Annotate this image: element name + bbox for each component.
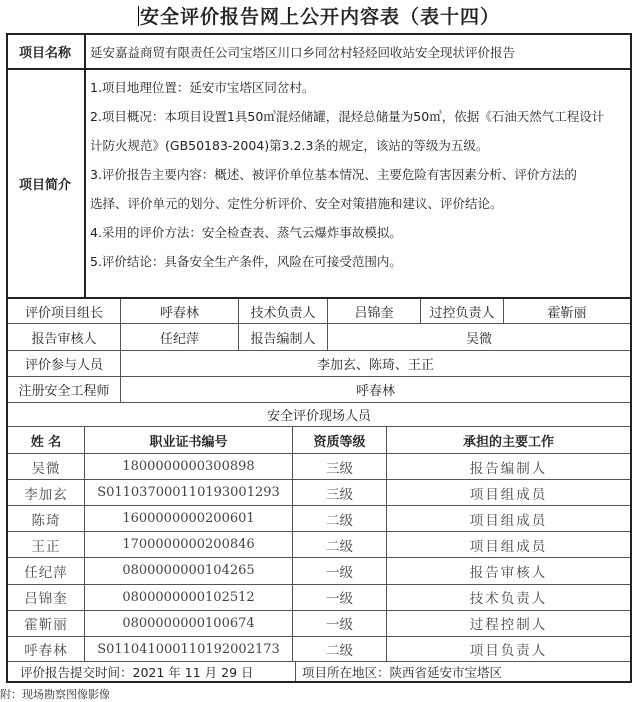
project-name-label: 项目名称 [18,46,71,61]
intro-line: 1.项目地理位置：延安市宝塔区同岔村。 [90,80,315,95]
staff-cert-no: 0800000000100674 [122,615,255,631]
staff-duty: 报告编制人 [469,460,548,477]
intro-line: 选择、评价单元的划分、定性分析评价、安全对策措施和建议、评价结论。 [90,196,503,211]
process-label: 过控负责人 [429,305,495,321]
page-footer-note: 附：现场勘察图像影像 [0,688,110,701]
staff-name: 霍靳丽 [24,617,68,634]
staff-cert-no: 1700000000200846 [122,537,255,553]
staff-cert-no: S011037000110193001293 [97,485,280,501]
participants-names: 李加玄、陈琦、王正 [316,358,434,373]
onsite-header-duty: 承担的主要工作 [462,434,554,450]
disclosure-table [6,33,632,683]
staff-level: 一级 [326,591,353,608]
intro-line: 计防火规范》(GB50183-2004)第3.2.3条的规定，该站的等级为五级。 [90,138,489,153]
project-intro-text [90,70,628,297]
leader-label: 评价项目组长 [24,305,103,321]
staff-cert-no: 1800000000300898 [122,459,255,475]
project-location: 项目所在地区：陕西省延安市宝塔区 [302,664,503,680]
staff-level: 二级 [326,643,353,660]
staff-duty: 项目组成员 [469,538,548,555]
staff-duty: 项目组成员 [469,486,548,503]
staff-level: 二级 [326,538,353,555]
staff-duty: 技术负责人 [469,591,548,608]
staff-name: 任纪萍 [24,564,68,581]
intro-line: 3.评价报告主要内容：概述、被评价单位基本情况、主要危险有害因素分析、评价方法的 [90,167,577,182]
onsite-section-title: 安全评价现场人员 [266,409,371,424]
staff-cert-no: 0800000000104265 [122,563,255,579]
project-intro-label: 项目简介 [18,178,71,193]
onsite-header-cert: 职业证书编号 [149,434,228,450]
staff-level: 一级 [326,617,353,634]
staff-level: 二级 [326,512,353,529]
staff-name: 吴微 [31,460,61,477]
project-name-value: 延安嘉益商贸有限责任公司宝塔区川口乡同岔村轻烃回收站安全现状评价报告 [90,44,516,60]
author-label: 报告编制人 [250,331,316,347]
staff-name: 王正 [31,538,61,555]
staff-cert-no: S011041000110192002173 [97,641,280,657]
staff-name: 陈琦 [31,512,61,529]
submit-date: 评价报告提交时间：2021 年 11 月 29 日 [20,664,254,680]
staff-duty: 项目组成员 [469,512,548,529]
engineer-label: 注册安全工程师 [18,384,110,399]
staff-name: 吕锦奎 [24,591,68,608]
leader-name: 呼春林 [159,305,199,321]
engineer-name: 呼春林 [355,384,395,399]
onsite-header-name: 姓 名 [30,434,62,450]
staff-level: 三级 [326,486,353,503]
staff-cert-no: 0800000000102512 [122,589,255,605]
page-title: 安全评价报告网上公开内容表（表十四） [139,6,500,28]
tech-name: 吕锦奎 [354,305,394,321]
process-name: 霍靳丽 [547,305,587,321]
staff-duty: 报告审核人 [469,564,548,581]
reviewer-name: 任纪萍 [159,331,199,347]
intro-line: 2.项目概况：本项目设置1具50㎥混烃储罐，混烃总储量为50㎥，依据《石油天然气工程设计 [90,109,605,124]
intro-line: 4.采用的评价方法：安全检查表、蒸气云爆炸事故模拟。 [90,225,402,240]
author-name: 吴微 [465,331,492,347]
staff-name: 李加玄 [24,486,68,503]
reviewer-label: 报告审核人 [31,331,97,347]
onsite-header-level: 资质等级 [313,434,366,450]
staff-duty: 项目负责人 [469,643,548,660]
staff-cert-no: 1600000000200601 [122,511,255,527]
tech-label: 技术负责人 [250,305,316,321]
staff-duty: 过程控制人 [469,617,548,634]
staff-name: 呼春林 [24,643,68,660]
participants-label: 评价参与人员 [24,358,103,373]
intro-line: 5.评价结论：具备安全生产条件，风险在可接受范围内。 [90,254,402,269]
staff-level: 一级 [326,564,353,581]
staff-level: 三级 [326,460,353,477]
